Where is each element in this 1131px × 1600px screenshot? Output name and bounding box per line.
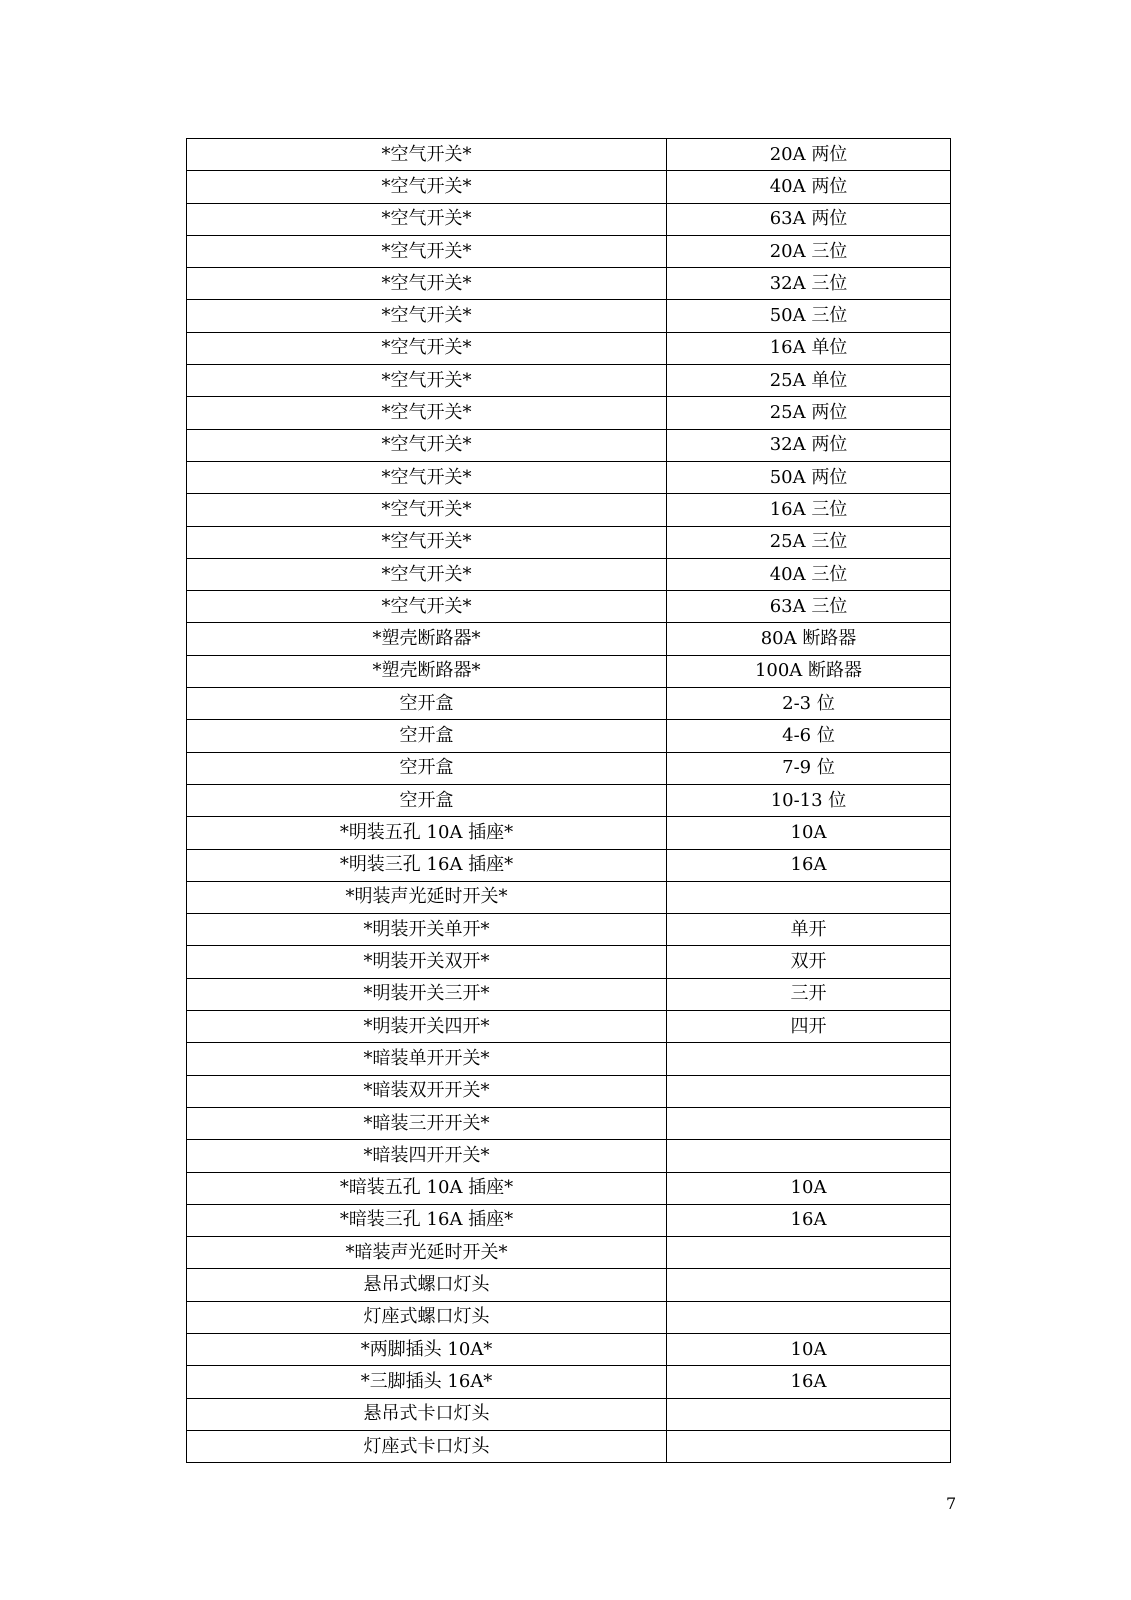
item-name-cell: *空气开关* [187,591,667,623]
table-row [187,494,951,526]
item-spec-cell: 10A [667,1333,951,1365]
table-row [187,623,951,655]
item-name-cell: *空气开关* [187,300,667,332]
item-name-cell: *暗装四开开关* [187,1140,667,1172]
table-row [187,881,951,913]
table-row [187,365,951,397]
item-name-cell: *空气开关* [187,365,667,397]
item-spec-cell: 40A 两位 [667,171,951,203]
item-spec-cell: 32A 三位 [667,268,951,300]
item-spec-cell [667,881,951,913]
item-name-cell: *暗装双开开关* [187,1075,667,1107]
item-name-cell: *空气开关* [187,526,667,558]
table-row [187,558,951,590]
table-row [187,1301,951,1333]
item-name-cell: *空气开关* [187,429,667,461]
spec-table [186,138,951,1463]
item-spec-cell [667,1043,951,1075]
table-row [187,1269,951,1301]
spec-table-body [187,139,951,1463]
item-name-cell: 空开盒 [187,784,667,816]
item-spec-cell: 50A 两位 [667,461,951,493]
item-spec-cell: 20A 三位 [667,235,951,267]
table-row [187,1398,951,1430]
item-spec-cell: 50A 三位 [667,300,951,332]
table-row [187,784,951,816]
item-name-cell: *塑壳断路器* [187,655,667,687]
item-name-cell: *空气开关* [187,139,667,171]
item-spec-cell [667,1301,951,1333]
item-spec-cell: 63A 两位 [667,203,951,235]
item-name-cell: *明装开关四开* [187,1011,667,1043]
item-name-cell: *明装开关单开* [187,914,667,946]
item-name-cell: *明装三孔 16A 插座* [187,849,667,881]
item-spec-cell: 7-9 位 [667,752,951,784]
table-row [187,139,951,171]
item-spec-cell: 16A 单位 [667,332,951,364]
item-name-cell: *暗装三开开关* [187,1107,667,1139]
item-spec-cell [667,1237,951,1269]
item-spec-cell: 10-13 位 [667,784,951,816]
item-name-cell: *空气开关* [187,268,667,300]
item-name-cell: *暗装五孔 10A 插座* [187,1172,667,1204]
item-name-cell: 悬吊式卡口灯头 [187,1398,667,1430]
item-spec-cell: 2-3 位 [667,688,951,720]
item-spec-cell: 16A 三位 [667,494,951,526]
table-row [187,1333,951,1365]
table-row [187,526,951,558]
table-row [187,978,951,1010]
item-spec-cell [667,1269,951,1301]
item-name-cell: *空气开关* [187,397,667,429]
table-row [187,849,951,881]
table-row [187,914,951,946]
item-name-cell: *空气开关* [187,235,667,267]
table-row [187,1172,951,1204]
item-spec-cell: 16A [667,849,951,881]
item-name-cell: *两脚插头 10A* [187,1333,667,1365]
table-row [187,655,951,687]
item-spec-cell: 单开 [667,914,951,946]
table-row [187,332,951,364]
table-row [187,752,951,784]
item-name-cell: *空气开关* [187,332,667,364]
item-spec-cell: 25A 三位 [667,526,951,558]
item-name-cell: *明装开关双开* [187,946,667,978]
item-name-cell: *三脚插头 16A* [187,1366,667,1398]
table-row [187,235,951,267]
table-row [187,1430,951,1462]
item-name-cell: *塑壳断路器* [187,623,667,655]
table-row [187,1237,951,1269]
item-name-cell: *空气开关* [187,171,667,203]
item-spec-cell [667,1107,951,1139]
item-spec-cell: 40A 三位 [667,558,951,590]
item-name-cell: 灯座式卡口灯头 [187,1430,667,1462]
table-row [187,1204,951,1236]
item-spec-cell: 20A 两位 [667,139,951,171]
item-name-cell: *暗装声光延时开关* [187,1237,667,1269]
table-row [187,946,951,978]
table-row [187,268,951,300]
item-name-cell: 悬吊式螺口灯头 [187,1269,667,1301]
item-name-cell: *明装开关三开* [187,978,667,1010]
table-row [187,1107,951,1139]
item-spec-cell [667,1398,951,1430]
item-spec-cell: 三开 [667,978,951,1010]
item-spec-cell: 25A 单位 [667,365,951,397]
table-row [187,817,951,849]
item-spec-cell: 10A [667,1172,951,1204]
item-name-cell: *明装声光延时开关* [187,881,667,913]
table-row [187,591,951,623]
item-name-cell: *空气开关* [187,203,667,235]
item-name-cell: *暗装单开开关* [187,1043,667,1075]
table-row [187,203,951,235]
item-spec-cell: 32A 两位 [667,429,951,461]
item-spec-cell: 16A [667,1366,951,1398]
item-spec-cell: 4-6 位 [667,720,951,752]
item-name-cell: 灯座式螺口灯头 [187,1301,667,1333]
table-row [187,1140,951,1172]
item-spec-cell: 63A 三位 [667,591,951,623]
item-name-cell: 空开盒 [187,752,667,784]
item-spec-cell: 80A 断路器 [667,623,951,655]
item-spec-cell: 10A [667,817,951,849]
table-row [187,688,951,720]
item-name-cell: *空气开关* [187,461,667,493]
item-name-cell: *暗装三孔 16A 插座* [187,1204,667,1236]
item-name-cell: 空开盒 [187,688,667,720]
item-spec-cell: 25A 两位 [667,397,951,429]
item-spec-cell [667,1430,951,1462]
table-row [187,1075,951,1107]
item-spec-cell: 100A 断路器 [667,655,951,687]
item-name-cell: *空气开关* [187,558,667,590]
page-number: 7 [946,1494,957,1513]
item-name-cell: *明装五孔 10A 插座* [187,817,667,849]
table-row [187,397,951,429]
table-row [187,300,951,332]
item-spec-cell: 16A [667,1204,951,1236]
table-row [187,461,951,493]
item-spec-cell: 双开 [667,946,951,978]
table-row [187,1043,951,1075]
table-row [187,171,951,203]
item-spec-cell [667,1075,951,1107]
item-spec-cell: 四开 [667,1011,951,1043]
table-row [187,1366,951,1398]
item-spec-cell [667,1140,951,1172]
item-name-cell: *空气开关* [187,494,667,526]
table-row [187,720,951,752]
table-row [187,429,951,461]
table-row [187,1011,951,1043]
item-name-cell: 空开盒 [187,720,667,752]
